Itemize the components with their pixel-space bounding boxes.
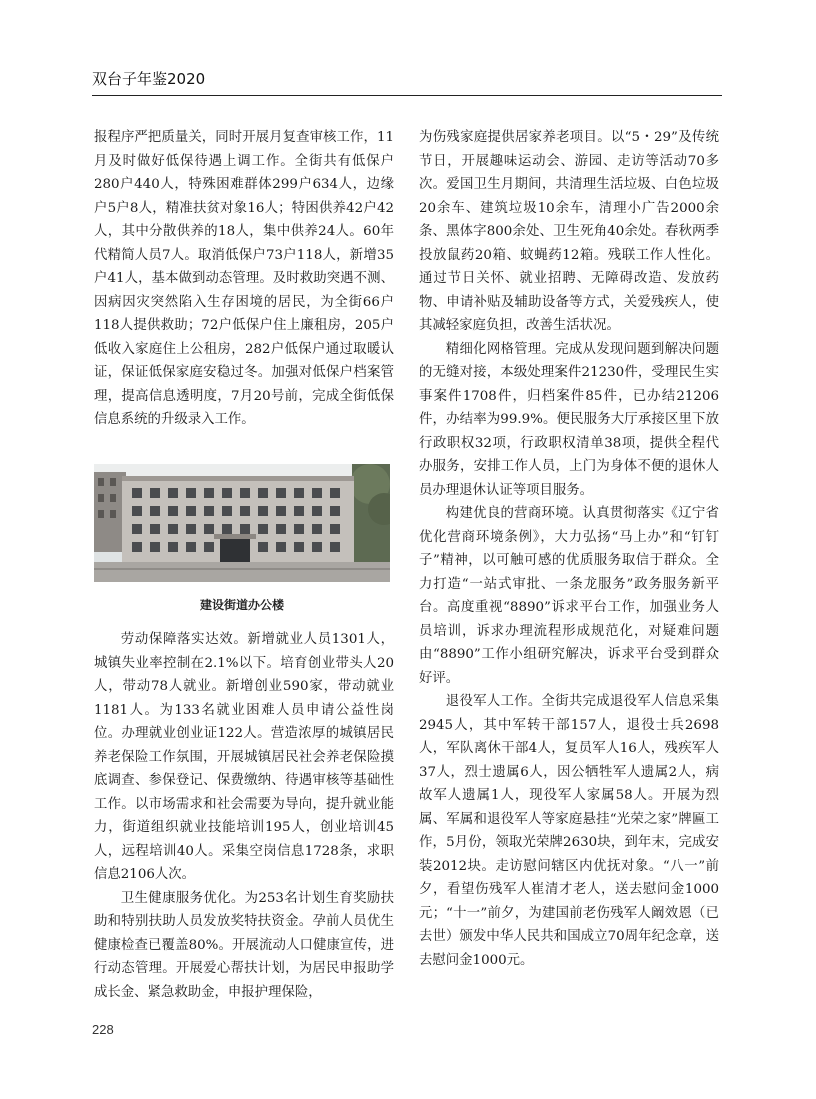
paragraph-business-environment: 构建优良的营商环境。认真贯彻落实《辽宁省优化营商环境条例》，大力弘扬“马上办”和“钉钉子”精神，以可触可感的优质服务取信于群众。全力打造“一站式审批、一条龙服务”政务服务新平台。高度重视“8890”诉求平台工作，加强业务人员培训，诉求办理流程形成规范化，对疑难问题由“8890”工作小组研究解决，诉求平台受到群众好评。 (419, 506, 719, 686)
page-number: 228 (92, 1022, 114, 1037)
office-building-illustration (94, 464, 390, 582)
right-column (419, 126, 719, 972)
header-rule (92, 95, 722, 96)
header-title: 双台子年鉴2020 (92, 70, 206, 88)
left-column-lower (94, 628, 394, 1004)
left-column-upper (94, 126, 394, 432)
paragraph-disability-services: 为伤残家庭提供居家养老项目。以“5・29”及传统节日，开展趣味运动会、游园、走访等活动70多次。爱国卫生月期间，共清理生活垃圾、白色垃圾20余车、建筑垃圾10余车，清理小广告2000余条、黑体字800余处、卫生死角40余处。春秋两季投放鼠药20箱、蚊蝇药12箱。残联工作人性化。通过节日关怀、就业招聘、无障碍改造、发放药物、申请补贴及辅助设备等方式，关爱残疾人，使其减轻家庭负担，改善生活状况。 (419, 130, 719, 333)
paragraph-grid-management: 精细化网格管理。完成从发现问题到解决问题的无缝对接，本级处理案件21230件，受理民生实事案件1708件，归档案件85件，已办结21206件，办结率为99.9%。便民服务大厅承接区里下放行政职权32项，行政职权清单38项，提供全程代办服务，安排工作人员，上门为身体不便的退休人员办理退休认证等项目服务。 (419, 341, 719, 498)
paragraph-low-income-support: 报程序严把质量关，同时开展月复查审核工作，11月及时做好低保待遇上调工作。全街共有低保户280户440人，特殊困难群体299户634人，边缘户5户8人，精准扶贫对象16人；特困供养42户42人，其中分散供养的18人，集中供养24人。60年代精简人员7人。取消低保户73户118人，新增35户41人，基本做到动态管理。及时救助突遇不测、因病因灾突然陷入生存困境的居民，为全街66户118人提供救助；72户低保户住上廉租房，205户低收入家庭住上公租房，282户低保户通过取暖认证，保证低保家庭安稳过冬。加强对低保户档案管理，提高信息透明度，7月20号前，完成全街低保信息系统的升级录入工作。 (94, 130, 394, 427)
paragraph-veterans-work: 退役军人工作。全街共完成退役军人信息采集2945人，其中军转干部157人，退役士兵2698人，军队离休干部4人，复员军人16人，残疾军人37人，烈士遗属6人，因公牺牲军人遗属2人，病故军人遗属1人，现役军人家属58人。开展为烈属、军属和退役军人等家庭悬挂“光荣之家”牌匾工作，5月份，领取光荣牌2630块，到年末，完成安装2012块。走访慰问辖区内优抚对象。“八一”前夕，看望伤残军人崔清才老人，送去慰问金1000元；“十一”前夕，为建国前老伤残军人阚效恩（已去世）颁发中华人民共和国成立70周年纪念章，送去慰问金1000元。 (419, 694, 719, 968)
paragraph-labor-security: 劳动保障落实达效。新增就业人员1301人，城镇失业率控制在2.1%以下。培育创业带头人20人，带动78人就业。新增创业590家，带动就业1181人。为133名就业困难人员申请公益性岗位。办理就业创业证122人。营造浓厚的城镇居民养老保险工作氛围，开展城镇居民社会养老保险摸底调查、参保登记、保费缴纳、待遇审核等基础性工作。以市场需求和社会需要为导向，提升就业能力，街道组织就业技能培训195人，创业培训45人，远程培训40人。采集空岗信息1728条，求职信息2106人次。 (94, 632, 394, 882)
office-building-photo (94, 464, 390, 582)
paragraph-health-services: 卫生健康服务优化。为253名计划生育奖励扶助和特别扶助人员发放奖特扶资金。孕前人员优生健康检查已覆盖80%。开展流动人口健康宣传，进行动态管理。开展爱心帮扶计划，为居民申报助学成长金、紧急救助金，申报护理保险， (94, 890, 394, 1000)
photo-caption: 建设街道办公楼 (199, 598, 284, 612)
